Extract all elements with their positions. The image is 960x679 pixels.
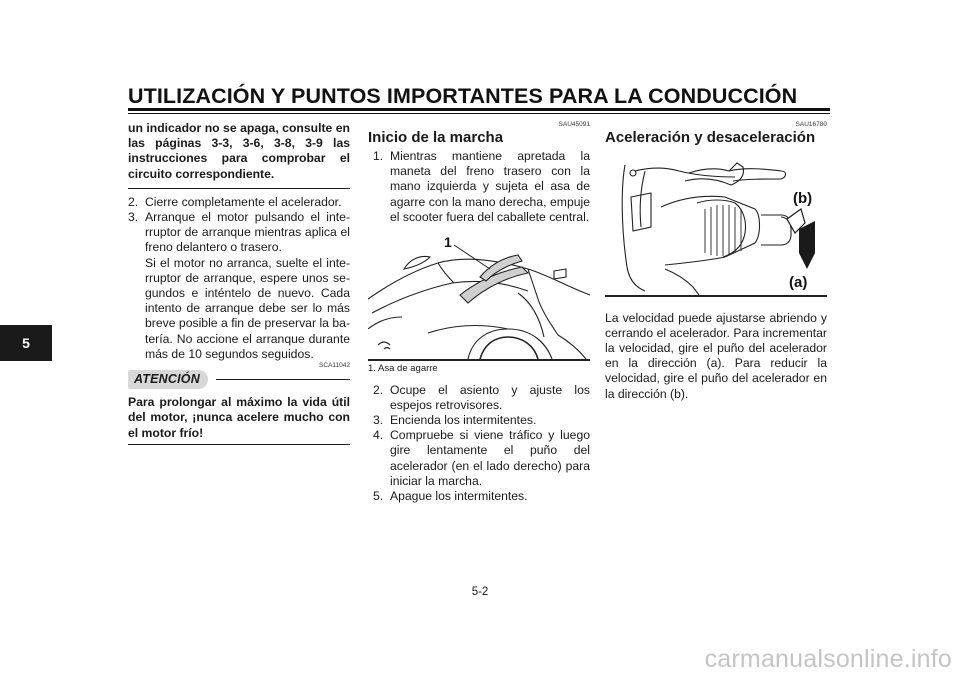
column-right [605,121,827,402]
notice-header [128,370,350,389]
scooter-grab-bar-illustration [368,233,590,359]
list-item [128,210,350,256]
title-rule [128,108,830,111]
chapter-tab: 5 [0,325,52,361]
step-text: Mientras mantiene apretada la maneta del freno trasero con la mano izquierda y sujeta el asa de agarre con la mano derecha, empuje el scooter fuera del caballete central. [390,149,590,224]
list-item [373,428,590,489]
figure-rule [368,359,590,361]
step-number: 2. [128,194,139,209]
step-number: 3. [128,210,139,225]
page-title: UTILIZACIÓN Y PUNTOS IMPORTANTES PARA LA CONDUCCIÓN [128,84,798,108]
column-middle [368,121,590,504]
direction-label-b: (b) [793,190,813,207]
section-code: SAU16780 [795,121,827,128]
step-number: 1. [373,149,384,163]
step-number: 2. [373,382,384,397]
start-steps-list [368,149,590,225]
figure-caption: 1. Asa de agarre [368,362,438,374]
step-text: Encienda los intermitentes. [390,412,537,427]
step-text: Ocupe el asiento y ajuste los espejos retrovisores. [390,382,590,412]
step-number: 5. [373,488,384,503]
step-continuation: Si el motor no arranca, suelte el interruptor de arranque, espere unos segundos e inténtelo de nuevo. Cada intento de arranque debe ser lo más breve posible a fin de preservar la batería. No accione el arranque durante más de 10 segundos seguidos. [145,255,350,361]
divider [216,379,350,380]
step-text: Cierre completamente el acelerador. [145,194,342,209]
watermark: carmanualsonline.info [704,645,952,673]
section-code: SAU45091 [558,121,590,128]
intro-warning-text: un indicador no se apaga, consulte en las páginas 3-3, 3-6, 3-8, 3-9 las instrucciones para comprobar el circuito correspondiente. [128,121,350,181]
step-text: Apague los intermitentes. [390,488,528,503]
step-number: 4. [373,428,384,443]
attention-badge: ATENCIÓN [128,370,208,389]
list-item [128,195,350,210]
scooter-rear-drawing [368,233,590,359]
notice-text: Para prolongar al máximo la vida útil del motor, ¡nunca acelere mucho con el motor frío! [128,395,350,440]
title-rule-thin [128,113,830,114]
list-item [373,413,590,428]
acceleration-body-text: La velocidad puede ajustarse abriendo y cerrando el acelerador. Para incrementar la velocidad, gire el puño del acelerador en la dirección (a). Para reducir la velocidad, gire el puño del acelerador en la dirección (b). [605,310,827,401]
section-title: Aceleración y desaceleración [605,129,816,146]
page-number: 5-2 [471,586,489,598]
column-left [128,121,350,451]
step-number: 3. [373,412,384,427]
direction-arrow-a-icon [799,221,815,269]
figure-rule [605,295,827,297]
start-steps-list [128,195,350,256]
divider [128,188,350,189]
notice-code: SCA11042 [319,362,350,370]
step-text: Compruebe si viene tráfico y luego gire lentamente el puño del acelerador (en el lado derecho) para iniciar la marcha. [390,428,590,488]
direction-label-a: (a) [789,274,808,291]
list-item [373,489,590,504]
list-item [373,383,590,413]
figure-callout: 1 [444,234,452,251]
list-item [373,149,590,225]
section-title: Inicio de la marcha [368,129,504,146]
throttle-grip-illustration [605,157,827,295]
divider [128,444,350,445]
throttle-hand-drawing [605,157,827,295]
step-text: Arranque el motor pulsando el interruptor de arranque mientras aplica el freno delantero o trasero. [145,210,350,255]
ride-steps-list [368,383,590,505]
